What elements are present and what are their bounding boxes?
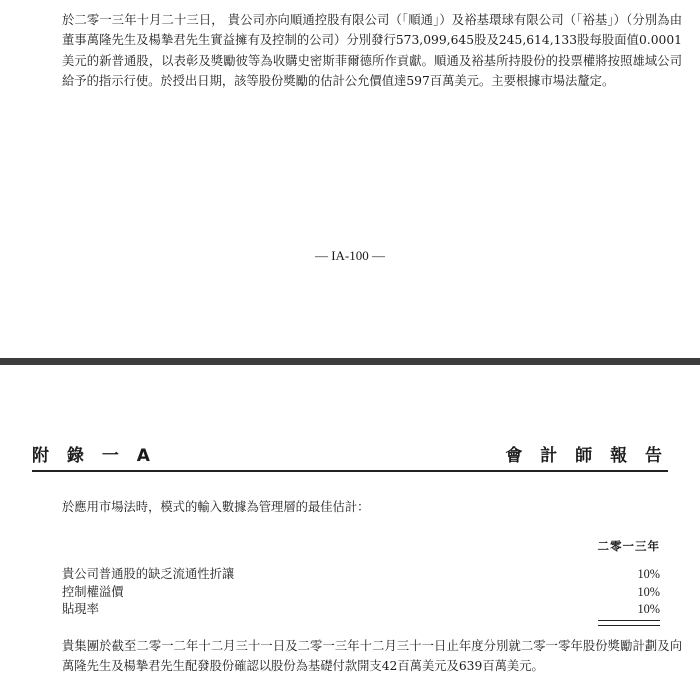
- row-value: 10%: [637, 584, 660, 599]
- row-label: 貼現率: [62, 602, 99, 616]
- expense-paragraph: 貴集團於截至二零一二年十二月三十一日及二零一三年十二月三十一日止年度分別就二零一零年股份獎勵計劃及向萬隆先生及楊摯君先生配發股份確認以股份為基礎付款開支42百萬美元及639百萬美元。: [62, 639, 682, 674]
- share-award-paragraph: 於二零一三年十月二十三日， 貴公司亦向順通控股有限公司（「順通」）及裕基環球有限公司（「裕基」）（分別為由董事萬隆先生及楊摯君先生實益擁有及控制的公司）分別發行573,099,645股及245,614,133股每股面值0.0001美元的新普通股，以表彰及獎勵彼等為收購史密斯菲爾德所作貢獻。順通及裕基所持股份的投票權將按照雄域公司給予的指示行使。於授出日期，該等股份獎勵的估計公允價值達597百萬美元。主要根據市場法釐定。: [62, 13, 682, 88]
- appendix-title: 附 錄 一 A: [32, 446, 156, 466]
- intro-text: 於應用市場法時，模式的輸入數據為管理層的最佳估計：: [62, 500, 370, 514]
- page-header: [32, 441, 668, 467]
- row-value: 10%: [637, 602, 660, 616]
- column-header-year: 二零一三年: [597, 539, 660, 553]
- report-title: 會 計 師 報 告: [505, 446, 668, 466]
- page-number: — IA-100 —: [314, 248, 386, 263]
- table-row: [62, 584, 660, 602]
- table-row: [62, 566, 660, 584]
- row-label: 控制權溢價: [62, 584, 124, 599]
- inputs-table: [62, 566, 660, 619]
- header-rule: [32, 470, 668, 472]
- page-divider: [0, 358, 700, 365]
- row-label: 貴公司普通股的缺乏流通性折讓: [62, 567, 235, 581]
- table-row: [62, 601, 660, 619]
- double-underline: [598, 620, 660, 626]
- row-value: 10%: [637, 567, 660, 581]
